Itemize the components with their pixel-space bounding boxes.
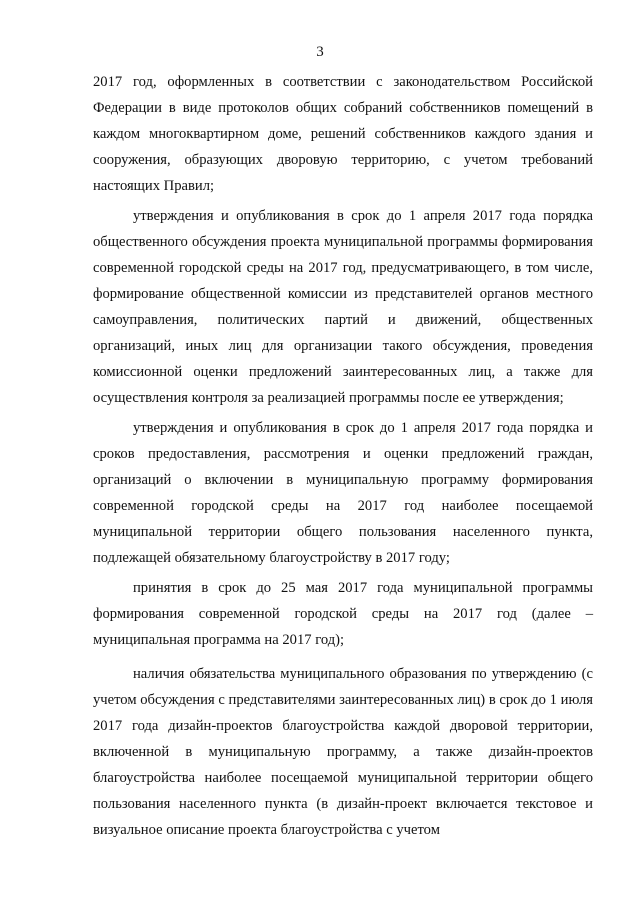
document-body <box>93 69 593 843</box>
paragraph: принятия в срок до 25 мая 2017 года муниципальной программы формирования современной городской среды на 2017 год (далее – муниципальная программа на 2017 год); <box>93 580 593 648</box>
paragraph: утверждения и опубликования в срок до 1 апреля 2017 года порядка и сроков предоставления, рассмотрения и оценки предложений граждан, организаций о включении в муниципальную программу формирования современной городской среды на 2017 год наиболее посещаемой муниципальной территории общего пользования населенного пункта, подлежащей обязательному благоустройству в 2017 году; <box>93 420 593 566</box>
paragraph: наличия обязательства муниципального образования по утверждению (с учетом обсуждения с представителями заинтересованных лиц) в срок до 1 июля 2017 года дизайн-проектов благоустройства каждой дворовой территории, включенной в муниципальную программу, а также дизайн-проектов благоустройства наиболее посещаемой муниципальной территории общего пользования населенного пункта (в дизайн-проект включается текстовое и визуальное описание проекта благоустройства с учетом <box>93 666 593 838</box>
paragraph: 2017 год, оформленных в соответствии с законодательством Российской Федерации в виде протоколов общих собраний собственников помещений в каждом многоквартирном доме, решений собственников каждого здания и сооружения, образующих дворовую территорию, с учетом требований настоящих Правил; <box>93 74 593 194</box>
paragraph: утверждения и опубликования в срок до 1 апреля 2017 года порядка общественного обсуждения проекта муниципальной программы формирования современной городской среды на 2017 год, предусматривающего, в том числе, формирование общественной комиссии из представителей органов местного самоуправления, политических партий и движений, общественных организаций, иных лиц для организации такого обсуждения, проведения комиссионной оценки предложений заинтересованных лиц, а также для осуществления контроля за реализацией программы после ее утверждения; <box>93 208 593 406</box>
page-number: 3 <box>316 44 324 60</box>
